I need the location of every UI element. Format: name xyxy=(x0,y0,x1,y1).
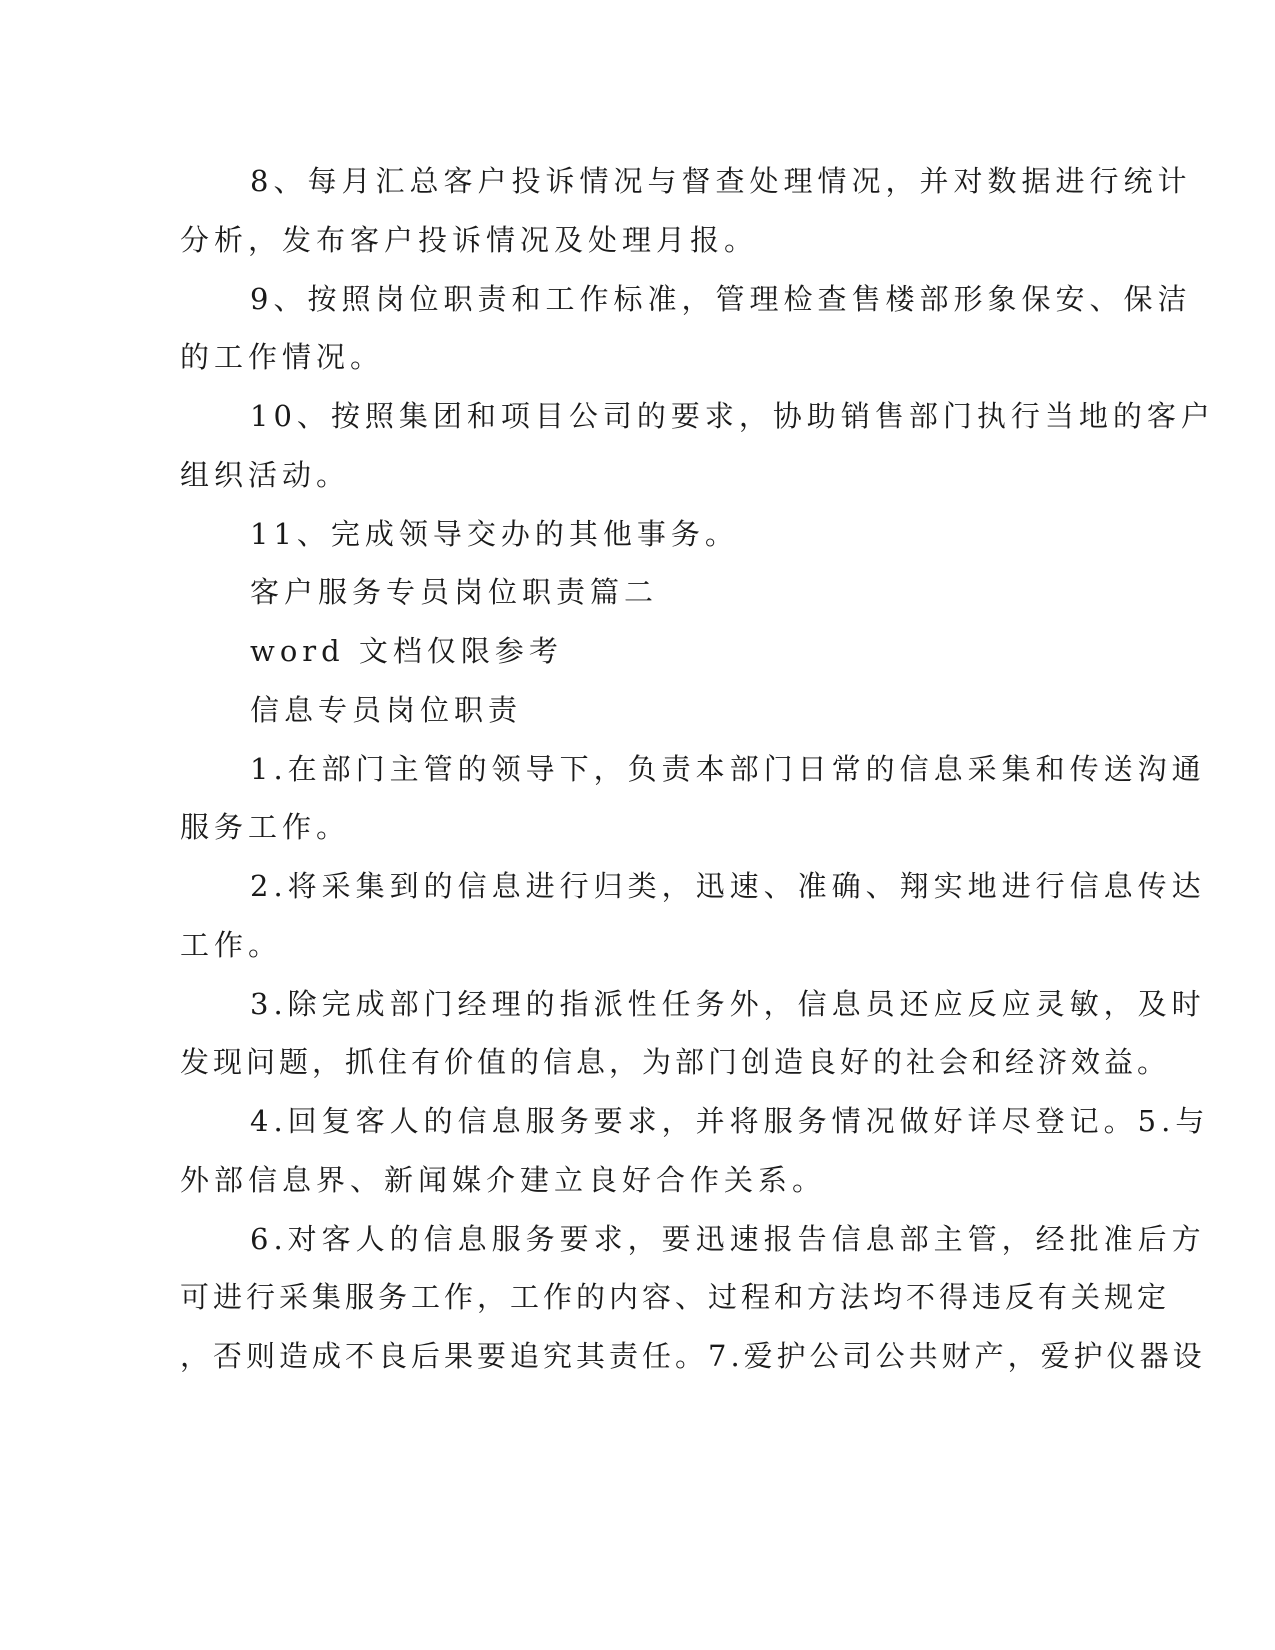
item-3-line-1: 3.除完成部门经理的指派性任务外，信息员还应反应灵敏，及时 xyxy=(250,987,1206,1021)
reference-note: word 文档仅限参考 xyxy=(250,634,563,668)
item-4-line-1: 4.回复客人的信息服务要求，并将服务情况做好详尽登记。5.与 xyxy=(250,1104,1210,1138)
item-1-line-2: 服务工作。 xyxy=(180,810,351,844)
paragraph-8-line-1: 8、每月汇总客户投诉情况与督查处理情况，并对数据进行统计 xyxy=(250,164,1192,198)
item-6-line-2: 可进行采集服务工作，工作的内容、过程和方法均不得违反有关规定 xyxy=(180,1280,1171,1314)
item-2-line-2: 工作。 xyxy=(180,928,283,962)
item-2-line-1: 2.将采集到的信息进行归类，迅速、准确、翔实地进行信息传达 xyxy=(250,869,1206,903)
paragraph-10-line-2: 组织活动。 xyxy=(180,458,351,492)
item-1-line-1: 1.在部门主管的领导下，负责本部门日常的信息采集和传送沟通 xyxy=(250,752,1206,786)
paragraph-9-line-2: 的工作情况。 xyxy=(180,340,385,374)
section-heading: 客户服务专员岗位职责篇二 xyxy=(250,575,659,609)
item-6-line-3: ，否则造成不良后果要追究其责任。7.爱护公司公共财产，爱护仪器设 xyxy=(180,1339,1206,1373)
paragraph-10-line-1: 10、按照集团和项目公司的要求，协助销售部门执行当地的客户 xyxy=(250,399,1215,433)
paragraph-9-line-1: 9、按照岗位职责和工作标准，管理检查售楼部形象保安、保洁 xyxy=(250,282,1192,316)
paragraph-11: 11、完成领导交办的其他事务。 xyxy=(250,517,739,551)
item-4-line-2: 外部信息界、新闻媒介建立良好合作关系。 xyxy=(180,1163,827,1197)
item-3-line-2: 发现问题，抓住有价值的信息，为部门创造良好的社会和经济效益。 xyxy=(180,1045,1171,1079)
item-6-line-1: 6.对客人的信息服务要求，要迅速报告信息部主管，经批准后方 xyxy=(250,1222,1206,1256)
paragraph-8-line-2: 分析，发布客户投诉情况及处理月报。 xyxy=(180,223,759,257)
role-title: 信息专员岗位职责 xyxy=(250,693,523,727)
